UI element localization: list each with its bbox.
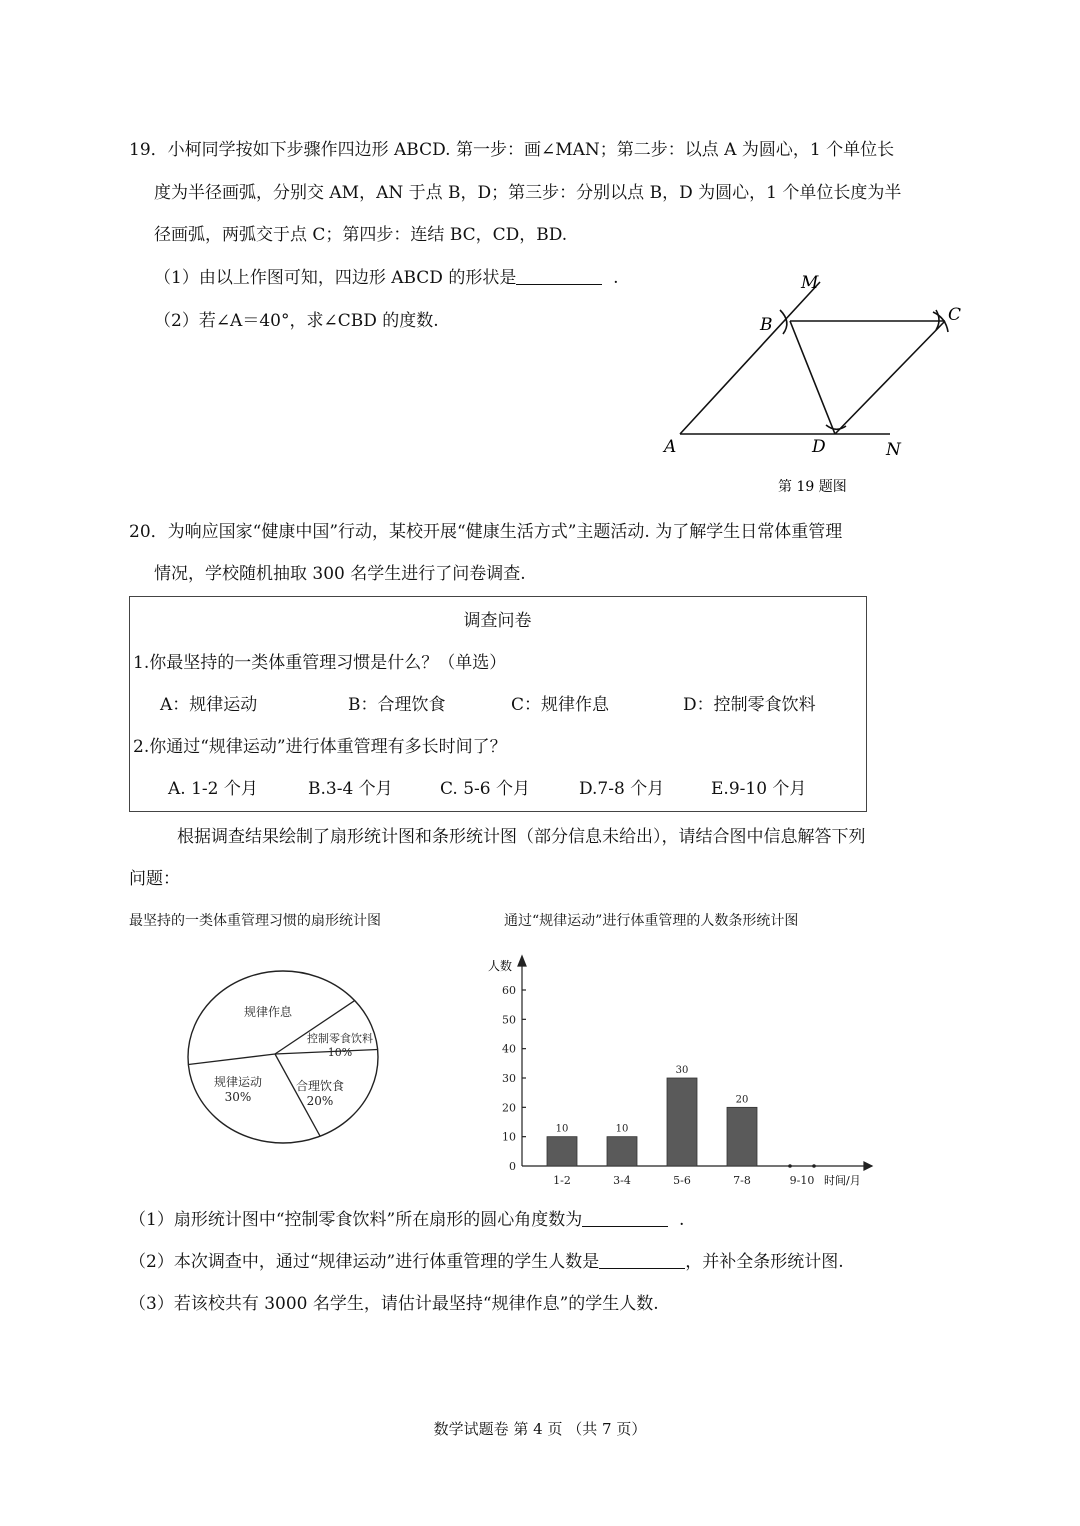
y-tick-label: 50	[502, 1013, 516, 1027]
y-tick-label: 30	[502, 1072, 516, 1085]
q20-part2-text: （2）本次调查中，通过“规律运动”进行体重管理的学生人数是	[129, 1252, 600, 1272]
q1-option-b: B：合理饮食	[348, 695, 446, 715]
label-b: B	[760, 315, 773, 335]
pie-chart-title: 最坚持的一类体重管理习惯的扇形统计图	[129, 913, 381, 929]
arc-c1	[933, 312, 948, 332]
q19-line1: 19．小柯同学按如下步骤作四边形 ABCD. 第一步：画∠MAN；第二步：以点 A 为圆心，1 个单位长	[129, 140, 895, 160]
label-d: D	[812, 437, 826, 457]
x-tick-label: 3-4	[613, 1174, 631, 1187]
bar	[667, 1078, 697, 1166]
questionnaire-title: 调查问卷	[463, 611, 532, 631]
axis-dot	[812, 1164, 816, 1168]
pie-label-regular-rest: 规律作息	[243, 1005, 293, 1019]
q20-part1	[129, 1208, 684, 1232]
q2-option-d: D.7-8 个月	[579, 779, 665, 799]
bar-xlabel: 时间/月	[824, 1174, 861, 1187]
x-tick-label: 1-2	[553, 1174, 571, 1187]
x-axis-arrow	[864, 1162, 872, 1170]
answer-blank[interactable]	[599, 1250, 685, 1269]
q19-part1-end: .	[613, 268, 619, 288]
pie-label-snacks: 控制零食饮料	[307, 1032, 373, 1045]
q19-line2: 度为半径画弧，分别交 AM，AN 于点 B，D；第三步：分别以点 B，D 为圆心，1 个单位长度为半	[154, 183, 902, 203]
bar-ylabel: 人数	[488, 959, 513, 973]
q19-figure	[650, 262, 980, 502]
y-axis-arrow	[518, 956, 526, 966]
label-m: M	[801, 273, 819, 293]
q2-option-a: A. 1-2 个月	[168, 779, 258, 799]
q19-part1-text: （1）由以上作图可知，四边形 ABCD 的形状是	[154, 268, 517, 288]
bar-chart	[480, 952, 880, 1188]
questionnaire-box	[129, 596, 867, 812]
pie-chart	[180, 968, 390, 1148]
y-tick-label: 10	[502, 1130, 516, 1144]
bar-value-label: 20	[735, 1094, 749, 1106]
q20-line1: 20．为响应国家“健康中国”行动，某校开展“健康生活方式”主题活动. 为了解学生日常体重管理	[129, 522, 843, 542]
bar	[547, 1137, 577, 1166]
x-tick-label: 5-6	[673, 1174, 691, 1187]
label-c: C	[948, 305, 962, 325]
pie-label-exercise: 规律运动	[213, 1075, 263, 1089]
q1-option-c: C：规律作息	[511, 695, 610, 715]
q2-option-c: C. 5-6 个月	[440, 779, 530, 799]
bar-value-label: 30	[675, 1065, 689, 1076]
x-tick-label: 7-8	[733, 1174, 751, 1187]
q19-line3: 径画弧，两弧交于点 C；第四步：连结 BC，CD，BD.	[154, 225, 568, 245]
q1-option-a: A：规律运动	[160, 695, 258, 715]
q20-line2: 情况，学校随机抽取 300 名学生进行了问卷调查.	[154, 564, 526, 584]
bar	[607, 1137, 637, 1166]
q20-part2	[129, 1250, 844, 1274]
page-footer: 数学试题卷 第 4 页 （共 7 页）	[433, 1420, 647, 1438]
pie-percent-exercise: 30%	[224, 1090, 252, 1104]
y-tick-label: 60	[502, 984, 516, 997]
q2-option-e: E.9-10 个月	[711, 779, 807, 799]
label-n: N	[886, 440, 901, 460]
q19-part2: （2）若∠A＝40°，求∠CBD 的度数.	[154, 311, 439, 331]
pie-label-diet: 合理饮食	[295, 1079, 345, 1093]
bar-value-label: 10	[555, 1123, 569, 1135]
q20-part1-text: （1）扇形统计图中“控制零食饮料”所在扇形的圆心角度数为	[129, 1210, 583, 1230]
questionnaire-q2: 2.你通过“规律运动”进行体重管理有多长时间了？	[133, 737, 507, 757]
q20-part3: （3）若该校共有 3000 名学生，请估计最坚持“规律作息”的学生人数.	[129, 1294, 659, 1314]
answer-blank[interactable]	[516, 266, 602, 285]
questionnaire-q1: 1.你最坚持的一类体重管理习惯是什么？（单选）	[133, 653, 507, 673]
segment-bd	[790, 321, 835, 434]
y-tick-label: 0	[509, 1160, 516, 1173]
q20-part1-end: .	[679, 1210, 685, 1230]
figure-caption: 第 19 题图	[778, 479, 847, 495]
ray-am	[680, 282, 820, 434]
q2-option-b: B.3-4 个月	[308, 779, 393, 799]
bar-value-label: 10	[615, 1123, 629, 1135]
y-tick-label: 40	[502, 1042, 516, 1056]
answer-blank[interactable]	[582, 1208, 668, 1227]
q20-intro-line2: 问题：	[129, 869, 180, 889]
bar	[727, 1107, 757, 1166]
pie-slice-boundary	[188, 1054, 275, 1065]
segment-cd	[835, 321, 945, 434]
pie-slice-boundary	[275, 1050, 378, 1055]
y-tick-label: 20	[502, 1101, 516, 1115]
bar-chart-title: 通过“规律运动”进行体重管理的人数条形统计图	[504, 913, 799, 929]
q20-intro-line1: 根据调查结果绘制了扇形统计图和条形统计图（部分信息未给出），请结合图中信息解答下列	[177, 827, 866, 847]
x-tick-label: 9-10	[789, 1174, 815, 1187]
q20-part2-end: ，并补全条形统计图.	[685, 1252, 844, 1272]
q1-option-d: D：控制零食饮料	[683, 695, 816, 715]
axis-dot	[788, 1164, 792, 1168]
q19-part1	[154, 266, 619, 290]
pie-percent-diet: 20%	[306, 1094, 334, 1108]
label-a: A	[664, 437, 677, 457]
pie-percent-snacks: 10%	[327, 1046, 353, 1059]
